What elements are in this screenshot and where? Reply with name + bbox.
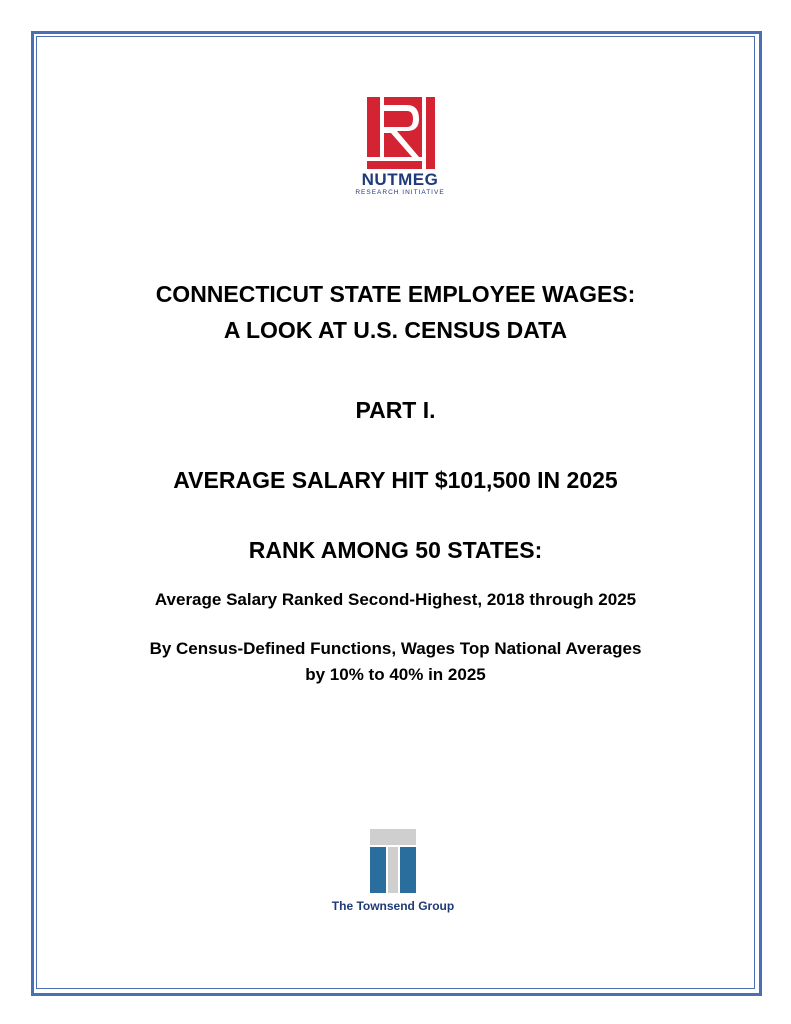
report-title-line1: CONNECTICUT STATE EMPLOYEE WAGES: — [155, 281, 636, 307]
subheading-functions-line2: by 10% to 40% in 2025 — [305, 665, 486, 684]
townsend-name: The Townsend Group — [331, 899, 455, 913]
subheading-ranking: Average Salary Ranked Second-Highest, 2018 through 2025 — [154, 590, 637, 609]
nutmeg-subtitle: RESEARCH INITIATIVE — [355, 189, 445, 196]
salary-headline: AVERAGE SALARY HIT $101,500 IN 2025 — [173, 467, 618, 493]
subheading-functions-line1: By Census-Defined Functions, Wages Top National Averages — [149, 639, 642, 658]
nutmeg-wordmark: NUTMEG — [361, 170, 439, 189]
townsend-t-monogram-icon — [370, 829, 416, 893]
nutmeg-r-monogram-icon — [367, 97, 435, 169]
townsend-logo — [370, 829, 416, 893]
rank-heading: RANK AMONG 50 STATES: — [248, 537, 543, 563]
report-title-line2: A LOOK AT U.S. CENSUS DATA — [223, 317, 568, 343]
nutmeg-logo — [347, 97, 453, 201]
part-heading: PART I. — [355, 397, 436, 423]
report-title — [60, 276, 731, 348]
subheading-functions — [60, 636, 731, 688]
